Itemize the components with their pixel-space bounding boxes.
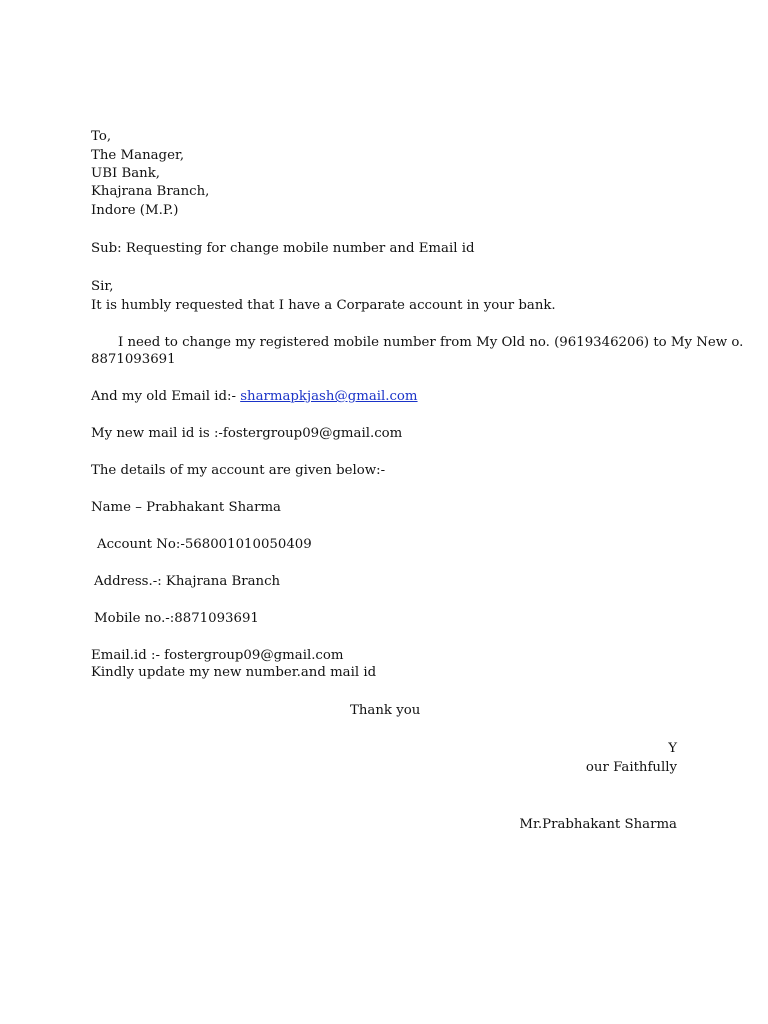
closing-faithfully: our Faithfully [585,760,677,775]
detail-name: Name – Prabhakant Sharma [91,500,281,515]
address-to: To, [91,129,112,144]
detail-address: Address.-: Khajrana Branch [94,574,281,589]
thank-you: Thank you [350,703,421,718]
detail-email: Email.id :- fostergroup09@gmail.com [91,648,344,663]
address-branch: Khajrana Branch, [91,184,210,199]
closing-letter-y: Y [668,741,677,756]
details-intro: The details of my account are given below:- [91,463,386,478]
new-email-line: My new mail id is :-fostergroup09@gmail.com [91,426,403,441]
new-mobile-number: 8871093691 [91,352,176,367]
address-manager: The Manager, [91,148,185,163]
change-request-line: I need to change my registered mobile number from My Old no. (9619346206) to My New o. [118,335,744,350]
salutation: Sir, [91,279,114,294]
detail-mobile: Mobile no.-:8871093691 [94,611,259,626]
intro-paragraph: It is humbly requested that I have a Corparate account in your bank. [91,298,556,313]
old-email-label: And my old Email id:- [91,389,241,404]
address-bank: UBI Bank, [91,166,161,181]
update-request: Kindly update my new number.and mail id [91,665,377,680]
old-email-link[interactable]: sharmapkjash@gmail.com [240,389,418,404]
subject-line: Sub: Requesting for change mobile number and Email id [91,241,475,256]
detail-account: Account No:-568001010050409 [97,537,312,552]
address-city: Indore (M.P.) [91,203,179,218]
signature-name: Mr.Prabhakant Sharma [519,817,677,832]
old-email-line [91,388,418,406]
